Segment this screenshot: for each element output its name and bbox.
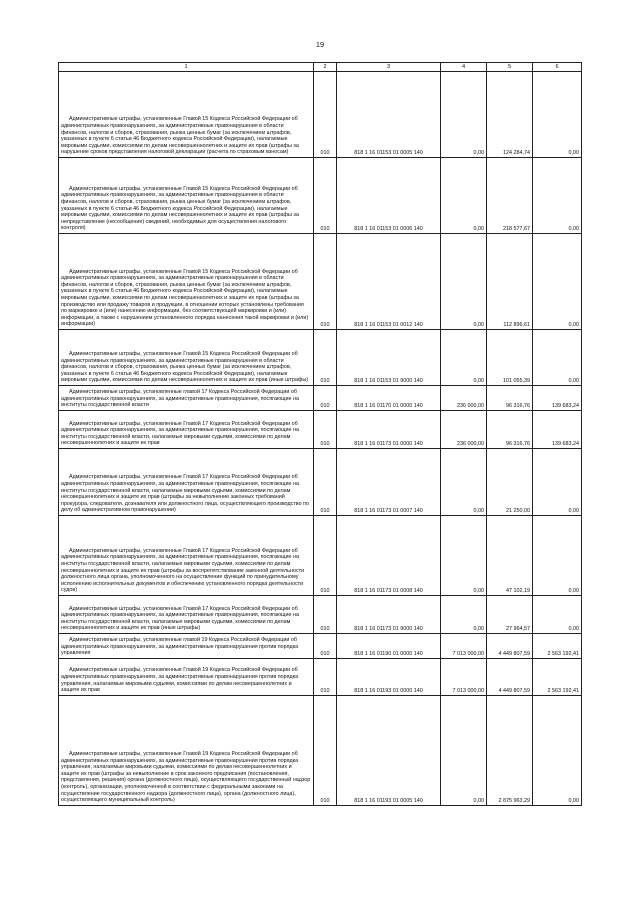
row-line-code: 010 [314, 72, 337, 158]
row-executed-amount: 27 964,57 [487, 596, 533, 634]
row-budget-code: 818 1 16 01193 01 0005 140 [337, 695, 441, 805]
header-col-2: 2 [314, 63, 337, 72]
row-executed-amount: 21 250,00 [487, 449, 533, 516]
row-unexecuted-amount: 0,00 [533, 516, 582, 596]
row-executed-amount: 4 449 807,59 [487, 658, 533, 695]
row-unexecuted-amount: 0,00 [533, 330, 582, 386]
row-description: Административные штрафы, установленные Главой 17 Кодекса Российской Федерации об административных правонарушениях, за административные правонарушения, посягающие на институты государственной власти, налагаемые мировыми судьями, комиссиями по делам несовершеннолетних и защите их прав [59, 411, 314, 449]
page-number: 19 [315, 40, 325, 49]
row-approved-amount: 0,00 [441, 234, 487, 330]
row-executed-amount: 4 449 807,59 [487, 634, 533, 659]
row-description: Административные штрафы, установленные Главой 15 Кодекса Российской Федерации об административных правонарушениях, за административные правонарушения в области финансов, налогов и сборов, страхования, рынка ценных бумаг (за исключением штрафов, указанных в пункте 6 статьи 46 Бюджетного кодекса Российской Федерации), налагаемые мировыми судьями, комиссиями по делам несовершеннолетних и защите их прав (штрафы за нарушение сроков представления налоговой декларации (расчета по страховым взносам) [59, 72, 314, 158]
row-description: Административные штрафы, установленные Главой 15 Кодекса Российской Федерации об административных правонарушениях, за административные правонарушения в области финансов, налогов и сборов, страхования, рынка ценных бумаг (за исключением штрафов, указанных в пункте 6 статьи 46 Бюджетного кодекса Российской Федерации), налагаемые мировыми судьями, комиссиями по делам несовершеннолетних и защите их прав (штрафы за непредставление (несообщение) сведений, необходимых для осуществления налогового контроля) [59, 158, 314, 234]
row-budget-code: 818 1 16 01170 01 0000 140 [337, 386, 441, 411]
row-budget-code: 818 1 16 01190 01 0000 140 [337, 634, 441, 659]
row-budget-code: 818 1 16 01153 01 0005 140 [337, 72, 441, 158]
row-executed-amount: 101 055,39 [487, 330, 533, 386]
row-executed-amount: 218 577,67 [487, 158, 533, 234]
row-unexecuted-amount: 2 563 192,41 [533, 658, 582, 695]
row-line-code: 010 [314, 330, 337, 386]
table-header-row [59, 63, 582, 72]
row-unexecuted-amount: 0,00 [533, 449, 582, 516]
row-executed-amount: 96 316,76 [487, 386, 533, 411]
row-approved-amount: 0,00 [441, 695, 487, 805]
row-executed-amount: 47 102,19 [487, 516, 533, 596]
header-col-5: 5 [487, 63, 533, 72]
row-unexecuted-amount: 139 683,24 [533, 386, 582, 411]
header-col-1: 1 [59, 63, 314, 72]
table-row [59, 658, 582, 695]
row-line-code: 010 [314, 516, 337, 596]
row-budget-code: 818 1 16 01173 01 0007 140 [337, 449, 441, 516]
row-unexecuted-amount: 2 563 192,41 [533, 634, 582, 659]
row-budget-code: 818 1 16 01173 01 0000 140 [337, 411, 441, 449]
row-unexecuted-amount: 0,00 [533, 72, 582, 158]
row-approved-amount: 0,00 [441, 596, 487, 634]
row-description: Административные штрафы, установленные Главой 17 Кодекса Российской Федерации об административных правонарушениях, за административные правонарушения, посягающие на институты государственной власти, налагаемые мировыми судьями, комиссиями по делам несовершеннолетних и защите их прав (штрафы за воспрепятствование законной деятельности должностного лица органа, уполномоченного на осуществление функций по принудительному исполнению исполнительных документов и обеспечению установленного порядка деятельности судов) [59, 516, 314, 596]
row-description: Административные штрафы, установленные Главой 17 Кодекса Российской Федерации об административных правонарушениях, за административные правонарушения, посягающие на институты государственной власти, налагаемые мировыми судьями, комиссиями по делам несовершеннолетних и защите их прав (иные штрафы) [59, 596, 314, 634]
table-row [59, 72, 582, 158]
row-approved-amount: 0,00 [441, 516, 487, 596]
row-approved-amount: 0,00 [441, 330, 487, 386]
row-budget-code: 818 1 16 01173 01 9000 140 [337, 596, 441, 634]
table-row [59, 234, 582, 330]
row-approved-amount: 0,00 [441, 72, 487, 158]
row-approved-amount: 236 000,00 [441, 411, 487, 449]
row-line-code: 010 [314, 634, 337, 659]
table-row [59, 449, 582, 516]
row-line-code: 010 [314, 596, 337, 634]
row-approved-amount: 0,00 [441, 158, 487, 234]
row-approved-amount: 0,00 [441, 449, 487, 516]
row-line-code: 010 [314, 695, 337, 805]
row-budget-code: 818 1 16 01153 01 0006 140 [337, 158, 441, 234]
row-description: Административные штрафы, установленные Главой 19 Кодекса Российской Федерации об административных правонарушениях, за административные правонарушения против порядка управления, налагаемые мировыми судьями, комиссиями по делам несовершеннолетних и защите их прав [59, 658, 314, 695]
revenue-table [58, 62, 582, 806]
row-approved-amount: 236 000,00 [441, 386, 487, 411]
row-unexecuted-amount: 0,00 [533, 695, 582, 805]
header-col-3: 3 [337, 63, 441, 72]
row-executed-amount: 112 896,61 [487, 234, 533, 330]
row-line-code: 010 [314, 386, 337, 411]
row-line-code: 010 [314, 158, 337, 234]
table-row [59, 516, 582, 596]
row-budget-code: 818 1 16 01153 01 0012 140 [337, 234, 441, 330]
row-executed-amount: 124 284,74 [487, 72, 533, 158]
row-executed-amount: 96 316,76 [487, 411, 533, 449]
row-budget-code: 818 1 16 01173 01 0008 140 [337, 516, 441, 596]
row-line-code: 010 [314, 449, 337, 516]
table-row [59, 634, 582, 659]
row-line-code: 010 [314, 411, 337, 449]
table-row [59, 411, 582, 449]
header-col-4: 4 [441, 63, 487, 72]
row-description: Административные штрафы, установленные главой 19 Кодекса Российской Федерации об административных правонарушениях, за административные правонарушения против порядка управления [59, 634, 314, 659]
table-row [59, 386, 582, 411]
row-budget-code: 818 1 16 01153 01 9000 140 [337, 330, 441, 386]
table-row [59, 158, 582, 234]
row-description: Административные штрафы, установленные Главой 15 Кодекса Российской Федерации об административных правонарушениях, за административные правонарушения в области финансов, налогов и сборов, страхования, рынка ценных бумаг (за исключением штрафов, указанных в пункте 6 статьи 46 Бюджетного кодекса Российской Федерации), налагаемые мировыми судьями, комиссиями по делам несовершеннолетних и защите их прав (иные штрафы) [59, 330, 314, 386]
row-approved-amount: 7 013 000,00 [441, 634, 487, 659]
table-row [59, 695, 582, 805]
row-unexecuted-amount: 0,00 [533, 158, 582, 234]
table-row [59, 596, 582, 634]
row-line-code: 010 [314, 234, 337, 330]
header-col-6: 6 [533, 63, 582, 72]
table-row [59, 330, 582, 386]
row-approved-amount: 7 013 000,00 [441, 658, 487, 695]
row-unexecuted-amount: 0,00 [533, 234, 582, 330]
row-description: Административные штрафы, установленные Главой 17 Кодекса Российской Федерации об административных правонарушениях, за административные правонарушения, посягающие на институты государственной власти, налагаемые мировыми судьями, комиссиями по делам несовершеннолетних и защите их прав (штрафы за невыполнение законных требований прокурора, следователя, дознавателя или должностного лица, осуществляющего производство по делу об административном правонарушении) [59, 449, 314, 516]
row-description: Административные штрафы, установленные Главой 15 Кодекса Российской Федерации об административных правонарушениях, за административные правонарушения в области финансов, налогов и сборов, страхования, рынка ценных бумаг (за исключением штрафов, указанных в пункте 6 статьи 46 Бюджетного кодекса Российской Федерации), налагаемые мировыми судьями, комиссиями по делам несовершеннолетних и защите их прав (штрафы за производство или продажу товаров и продукции, в отношении которых установлены требования по маркировке и (или) нанесению информации, без соответствующей маркировки и (или) информации, а также с нарушением установленного порядка нанесения такой маркировки и (или) информации) [59, 234, 314, 330]
row-unexecuted-amount: 139 683,24 [533, 411, 582, 449]
row-unexecuted-amount: 0,00 [533, 596, 582, 634]
row-description: Административные штрафы, установленные Главой 19 Кодекса Российской Федерации об административных правонарушениях, за административные правонарушения против порядка управления, налагаемые мировыми судьями, комиссиями по делам несовершеннолетних и защите их прав (штрафы за невыполнение в срок законного предписания (постановления, представления, решения) органа (должностного лица), осуществляющего государственный надзор (контроль), организации, уполномоченной в соответствии с федеральными законами на осуществление государственного надзора (должностного лица), органа (должностного лица), осуществляющего муниципальный контроль) [59, 695, 314, 805]
row-budget-code: 818 1 16 01193 01 0000 140 [337, 658, 441, 695]
row-line-code: 010 [314, 658, 337, 695]
row-executed-amount: 2 875 963,29 [487, 695, 533, 805]
row-description: Административные штрафы, установленные главой 17 Кодекса Российской Федерации об административных правонарушениях, за административные правонарушения, посягающие на институты государственной власти [59, 386, 314, 411]
